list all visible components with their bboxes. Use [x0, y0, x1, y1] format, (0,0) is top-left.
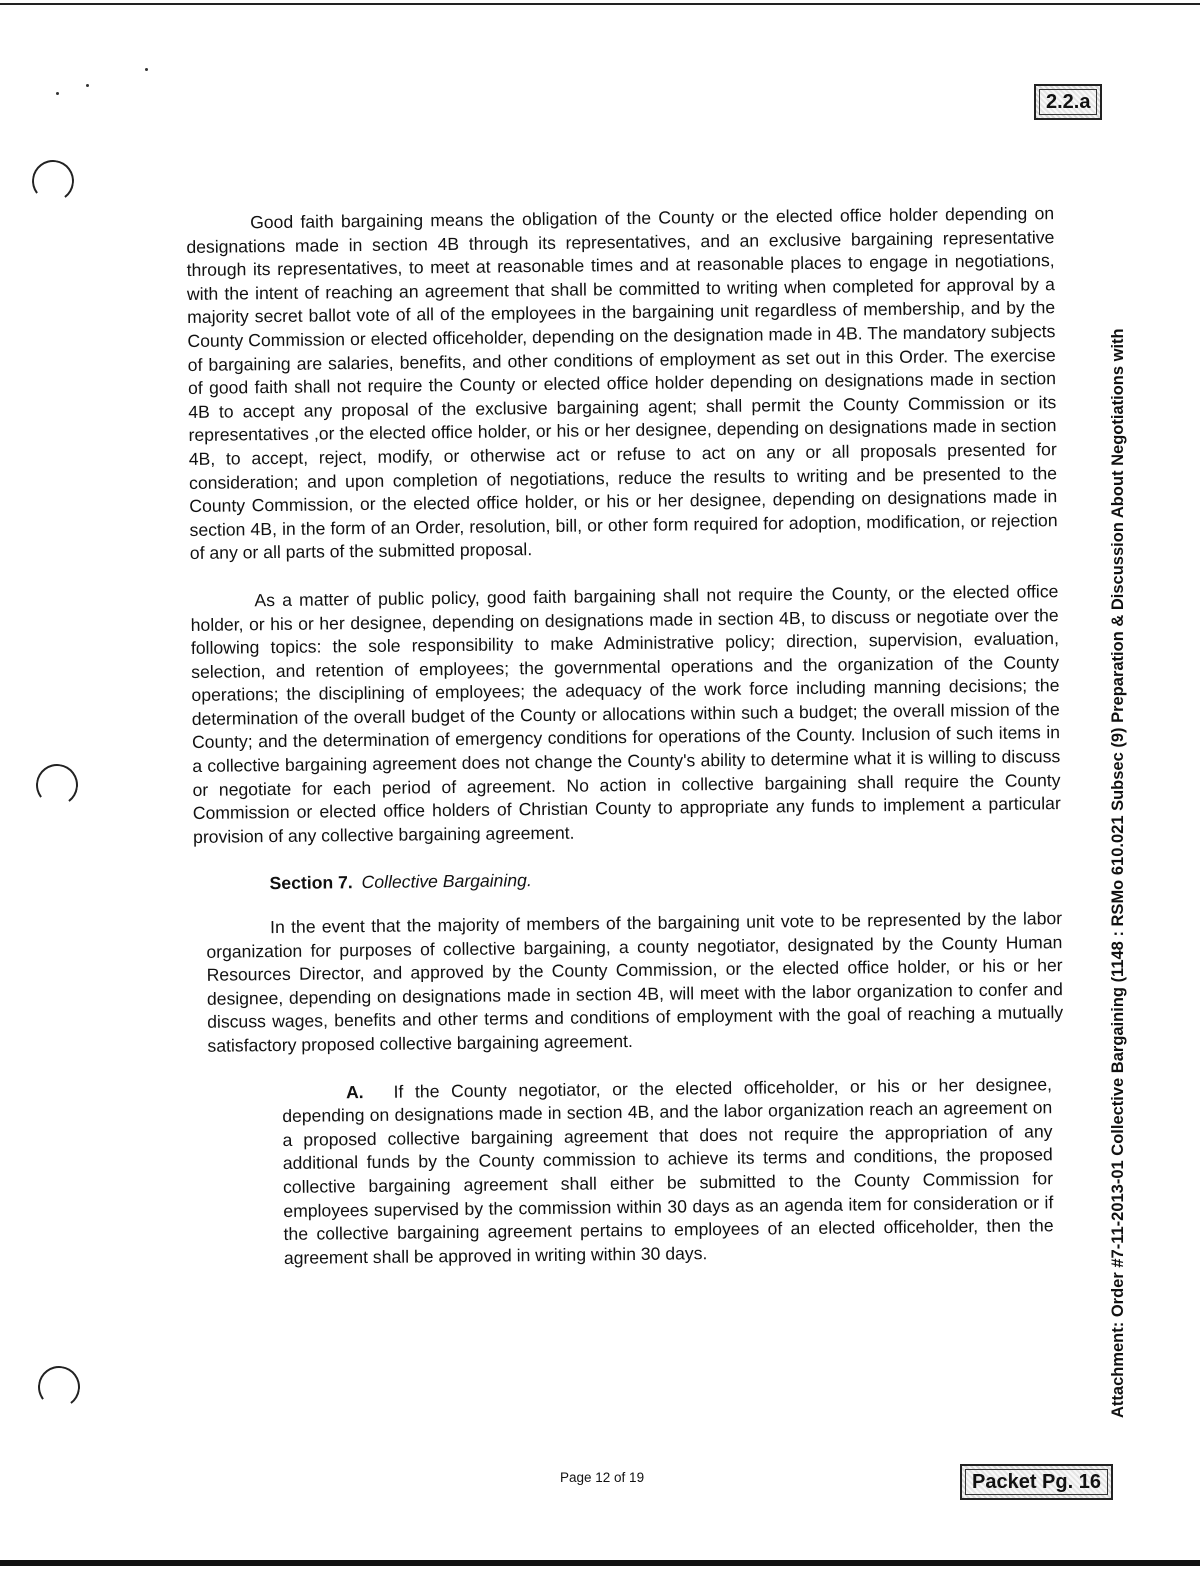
section-title: Collective Bargaining.	[361, 870, 532, 893]
page-number: Page 12 of 19	[560, 1470, 645, 1485]
list-item-text: If the County negotiator, or the elected officeholder, or his or her designee, depending on designations made in section 4B, and the labor organization reach an agreement on a proposed collective bargaining agreement that does not require the appropriation of any additional funds by the County commission to achieve its terms and conditions, the proposed collective bargaining agreement shall either be submitted to the County Commission for employees supervised by the commission within 30 days as an agenda item for consideration or if the collective bargaining agreement pertains to employees of an elected officeholder, then the agreement shall be approved in writing within 30 days.	[282, 1073, 1054, 1268]
punch-hole-mark	[33, 761, 80, 808]
scan-top-edge	[0, 3, 1200, 5]
packet-page-stamp	[960, 1464, 1113, 1500]
punch-hole-mark	[35, 1363, 82, 1410]
punch-hole-mark	[29, 157, 76, 204]
agenda-item-stamp	[1034, 84, 1102, 120]
list-item-letter: A.	[345, 1081, 364, 1102]
agenda-item-label: 2.2.a	[1039, 89, 1097, 115]
paragraph-public-policy: As a matter of public policy, good faith bargaining shall not require the County, or the elected office holder, or his or her designee, depending on designations made in section 4B, to discuss or negotiate over the following topics: the sole responsibility to make Administrative policy; direction, supervision, evaluation, selection, and retention of employees; the governmental operations and the organization of the County operations; the disciplining of employees; the adequacy of the work force including manning decisions; the determination of the overall budget of the County or allocations within such a budget; the overall mission of the County; and the determination of emergency conditions for operations of the County. Inclusion of such items in a collective bargaining agreement does not change the County's ability to determine what it is willing to discuss or negotiate for each period of agreement. No action in collective bargaining shall require the County Commission or elected office holders of Christian County to appropriate any funds to implement a particular provision of any collective bargaining agreement.	[190, 581, 1061, 847]
attachment-side-note: Attachment: Order #7-11-2013-01 Collective Bargaining (1148 : RSMo 610.021 Subsec (9) Preparation & Discussion About Negotiations with	[1109, 328, 1127, 1418]
scan-bottom-edge	[0, 1560, 1200, 1566]
packet-page-label: Packet Pg. 16	[965, 1469, 1108, 1495]
scan-speck	[145, 68, 148, 71]
section-number: Section 7.	[269, 872, 353, 894]
paragraph-good-faith-definition: Good faith bargaining means the obligation of the County or the elected office holder depending on designations made in section 4B through its representatives, and an exclusive bargaining representative through its representatives, to meet at reasonable times and at reasonable places to engage in negotiations, with the intent of reaching an agreement that shall be committed to writing when completed for approval by a majority secret ballot vote of all of the employees in the bargaining unit regardless of membership, and by the County Commission or elected officeholder, depending on the designation made in 4B. The mandatory subjects of bargaining are salaries, benefits, and other conditions of employment as set out in this Order. The exercise of good faith shall not require the County or elected office holder depending on designations made in section 4B to accept any proposal of the exclusive bargaining agent; shall permit the County Commission or its representatives ,or the elected office holder, or his or her designee, depending on designations made in section 4B, to accept, reject, modify, or otherwise act or refuse to act on any or all proposals presented for consideration; and upon completion of negotiations, reduce the results to writing and be presented to the County Commission, or the elected office holder, or his or her designee, depending on designations made in section 4B, in the form of an Order, resolution, bill, or other form required for adoption, modification, or rejection of any or all parts of the submitted proposal.	[186, 203, 1058, 564]
section-heading	[269, 864, 1061, 897]
document-body	[186, 202, 1066, 1271]
list-item-a	[282, 1073, 1054, 1270]
scan-speck	[56, 92, 59, 95]
paragraph-collective-bargaining: In the event that the majority of members of the bargaining unit vote to be represented by the labor organization for purposes of collective bargaining, a county negotiator, designated by the County Human Resources Director, and approved by the County Commission, or the elected office holder, or his or her designee, depending on designations made in section 4B, will meet with the labor organization to confer and discuss wages, benefits and other terms and conditions of employment with the goal of reaching a mutually satisfactory proposed collective bargaining agreement.	[206, 908, 1064, 1056]
scan-speck	[86, 84, 89, 87]
